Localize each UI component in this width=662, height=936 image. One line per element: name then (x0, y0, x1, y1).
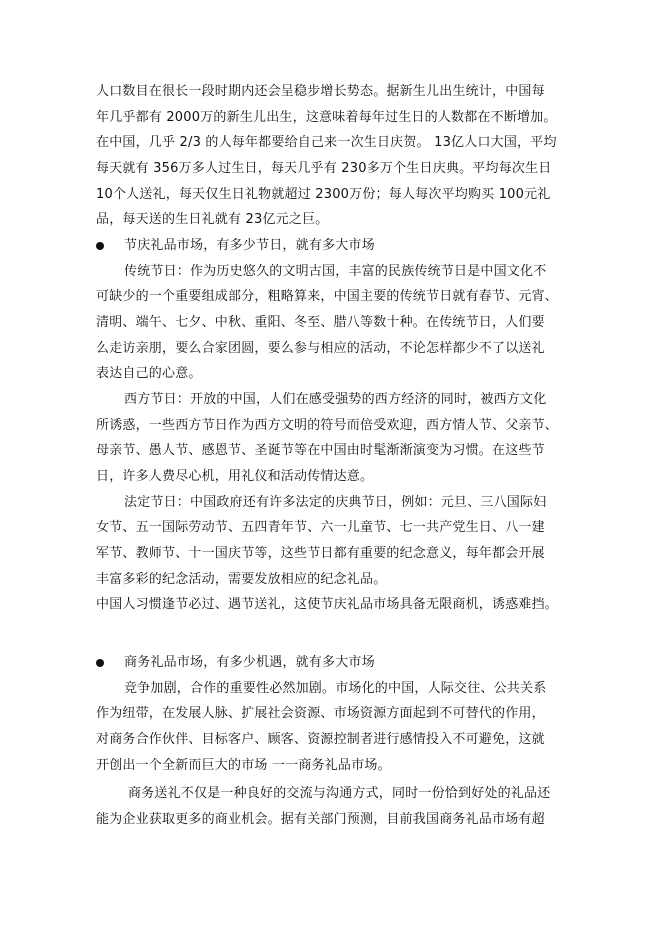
business-line: 开创出一个全新而巨大的市场 一一商务礼品市场。 (96, 758, 391, 773)
western-line: 母亲节、愚人节、感恩节、圣诞节等在中国由时髦渐渐演变为习惯。在这些节 (96, 443, 545, 458)
intro-line: 每天就有 356万多人过生日，每天几乎有 230多万个生日庆典。平均每次生日 (96, 161, 552, 176)
traditional-line: 传统节日：作为历史悠久的文明古国，丰富的民族传统节日是中国文化不 (124, 264, 547, 279)
traditional-line: 表达自己的心意。 (96, 366, 202, 381)
intro-line: 在中国，几乎 2/3 的人每年都要给自己来一次生日庆贺。 13亿人口大国，平均 (96, 135, 557, 150)
section-heading-festival: 节庆礼品市场，有多少节日，就有多大市场 (124, 238, 375, 253)
bullet-icon (96, 659, 104, 667)
bullet-icon (96, 242, 104, 250)
intro-line: 10个人送礼，每天仅生日礼物就超过 2300万份；每人每次平均购买 100元礼 (96, 187, 551, 202)
intro-line: 品，每天送的生日礼就有 23亿元之巨。 (96, 212, 329, 227)
legal-line: 法定节日：中国政府还有许多法定的庆典节日，例如：元旦、三八国际妇 (124, 495, 547, 510)
section-heading-business: 商务礼品市场，有多少机遇，就有多大市场 (124, 655, 375, 670)
business-line: 作为纽带，在发展人脉、扩展社会资源、市场资源方面起到不可替代的作用， (96, 706, 545, 721)
business-line: 商务送礼不仅是一种良好的交流与沟通方式，同时一份恰到好处的礼品还 (128, 786, 551, 801)
legal-line: 军节、教师节、十一国庆节等，这些节日都有重要的纪念意义，每年都会开展 (96, 546, 545, 561)
traditional-line: 么走访亲朋，要么合家团圆，要么参与相应的活动，不论怎样都少不了以送礼 (96, 341, 545, 356)
western-line: 日，许多人费尽心机，用礼仪和活动传情达意。 (96, 469, 374, 484)
business-line: 能为企业获取更多的商业机会。据有关部门预测，目前我国商务礼品市场有超 (96, 812, 545, 827)
traditional-line: 清明、端午、七夕、中秋、重阳、冬至、腊八等数十种。在传统节日，人们要 (96, 315, 545, 330)
intro-line: 人口数目在很长一段时期内还会呈稳步增长势态。据新生儿出生统计，中国每 (96, 84, 545, 99)
legal-line: 丰富多彩的纪念活动，需要发放相应的纪念礼品。 (96, 572, 387, 587)
traditional-line: 可缺少的一个重要组成部分，粗略算来，中国主要的传统节日就有春节、元宵、 (96, 289, 559, 304)
western-line: 所诱惑，一些西方节日作为西方文明的符号而倍受欢迎，西方情人节、父亲节、 (96, 418, 559, 433)
business-line: 对商务合作伙伴、目标客户、顾客、资源控制者进行感情投入不可避免，这就 (96, 732, 545, 747)
western-line: 西方节日：开放的中国，人们在感受强势的西方经济的同时，被西方文化 (124, 392, 547, 407)
business-line: 竞争加剧，合作的重要性必然加剧。市场化的中国，人际交往、公共关系 (124, 681, 547, 696)
intro-line: 年几乎都有 2000万的新生儿出生，这意味着每年过生日的人数都在不断增加。 (96, 110, 557, 125)
festival-conclusion: 中国人习惯逢节必过、遇节送礼，这使节庆礼品市场具备无限商机，诱惑难挡。 (96, 597, 559, 612)
legal-line: 女节、五一国际劳动节、五四青年节、六一儿童节、七一共产党生日、八一建 (96, 520, 545, 535)
